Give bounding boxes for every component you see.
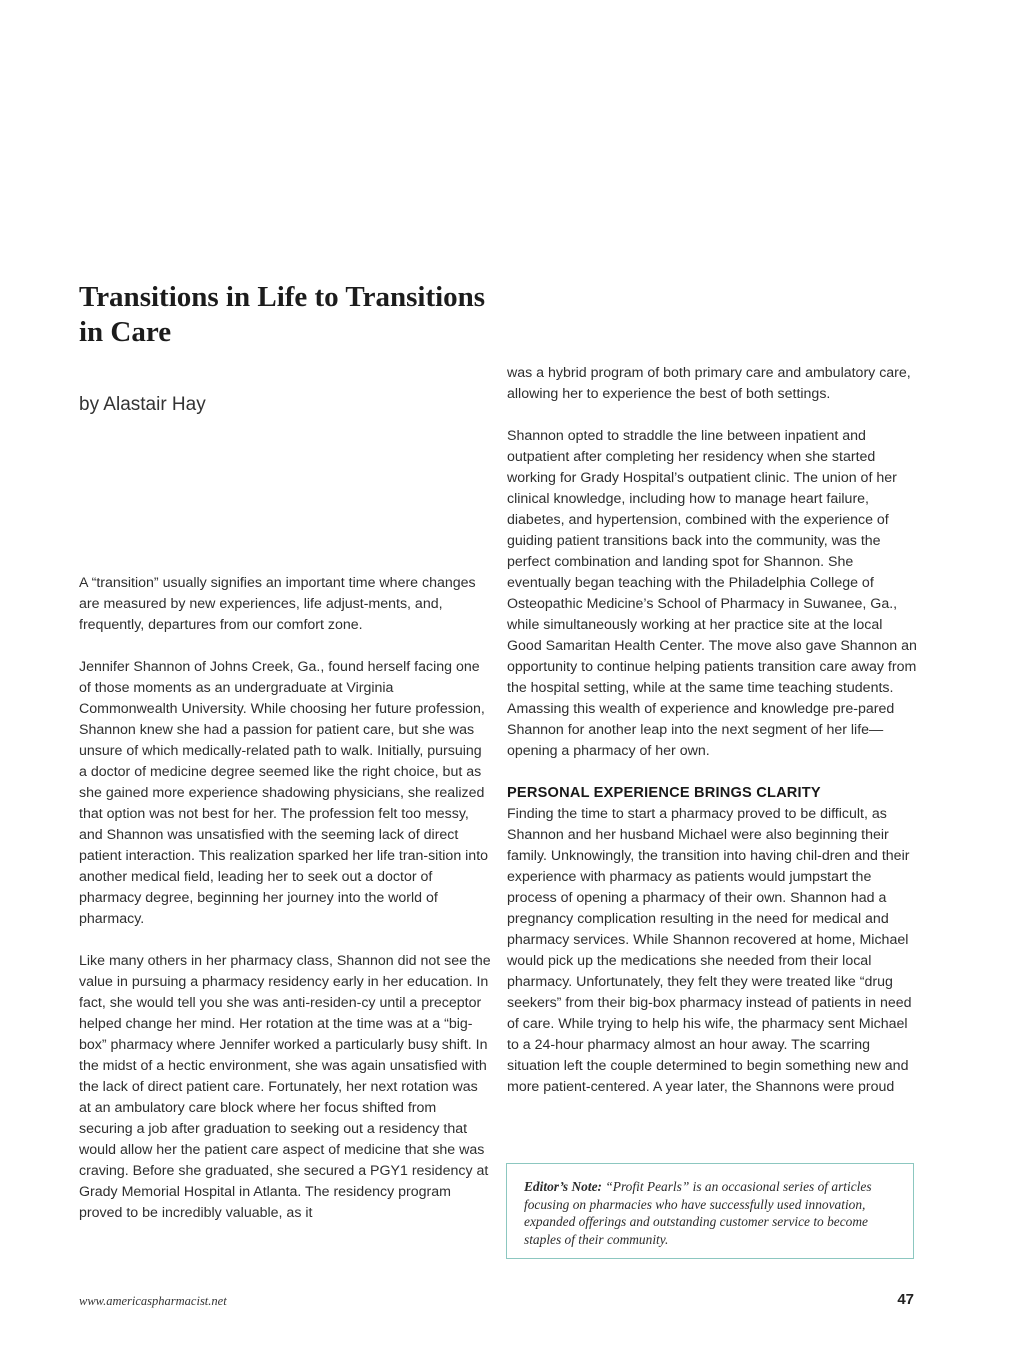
article-byline: by Alastair Hay <box>79 394 206 415</box>
editor-note-text: “Profit Pearls” is an occasional series of articles focusing on pharmacies who have successfully used innovation, expanded offerings and outstanding customer service to become staples of their community. <box>524 1179 872 1247</box>
page-number: 47 <box>897 1291 914 1308</box>
body-paragraph: Like many others in her pharmacy class, Shannon did not see the value in pursuing a pharmacy residency early in her education. In fact, she would tell you she was anti-residen-cy until a preceptor helped change her mind. Her rotation at the time was at a “big-box” pharmacy where Jennifer worked a particularly busy shift. In the midst of a hectic environment, she was again unsatisfied with the lack of direct patient care. Fortunately, her next rotation was at an ambulatory care block where her focus shifted from securing a job after graduation to seeking out a residency that would allow her the patient care aspect of medicine that she was craving. Before she graduated, she secured a PGY1 residency at Grady Memorial Hospital in Atlanta. The residency program proved to be incredibly valuable, as it <box>79 953 491 1221</box>
section-heading: PERSONAL EXPERIENCE BRINGS CLARITY <box>507 785 821 801</box>
body-paragraph: A “transition” usually signifies an important time where changes are measured by new experiences, life adjust-ments, and, frequently, departures from our comfort zone. <box>79 575 476 633</box>
body-paragraph: Shannon opted to straddle the line between inpatient and outpatient after completing her residency when she started working for Grady Hospital’s outpatient clinic. The union of her clinical knowledge, including how to manage heart failure, diabetes, and hypertension, combined with the experience of guiding patient transitions back into the community, was the perfect combination and landing spot for Shannon. She eventually began teaching with the Philadelphia College of Osteopathic Medicine’s School of Pharmacy in Suwanee, Ga., while simultaneously working at her practice site at the local Good Samaritan Health Center. The move also gave Shannon an opportunity to continue helping patients transition care away from the hospital setting, while at the same time teaching students. Amassing this wealth of experience and knowledge pre-pared Shannon for another leap into the next segment of her life—opening a pharmacy of her own. <box>507 428 917 759</box>
body-paragraph: Finding the time to start a pharmacy proved to be difficult, as Shannon and her husband Michael were also beginning their family. Unknowingly, the transition into having chil-dren and their experience with pharmacy as patients would jumpstart the process of opening a pharmacy of their own. Shannon had a pregnancy complication resulting in the need for medical and pharmacy services. While Shannon recovered at home, Michael would pick up the medications she needed from their local pharmacy. Unfortunately, they felt they were treated like “drug seekers” from their big-box pharmacy instead of patients in need of care. While trying to help his wife, the pharmacy sent Michael to a 24-hour pharmacy almost an hour away. The scarring situation left the couple determined to begin something new and more patient-centered. A year later, the Shannons were proud <box>507 806 912 1095</box>
article-title: Transitions in Life to Transitions in Care <box>79 281 486 348</box>
right-column <box>507 363 919 1098</box>
body-paragraph: was a hybrid program of both primary care and ambulatory care, allowing her to experience the best of both settings. <box>507 365 911 402</box>
editor-note-label: Editor’s Note: <box>524 1179 606 1194</box>
left-column <box>79 573 491 1224</box>
editor-note-box <box>506 1163 914 1259</box>
footer-url[interactable]: www.americaspharmacist.net <box>79 1294 227 1308</box>
body-paragraph: Jennifer Shannon of Johns Creek, Ga., found herself facing one of those moments as an undergraduate at Virginia Commonwealth University. While choosing her future profession, Shannon knew she had a passion for patient care, but she was unsure of which medically-related path to walk. Initially, pursuing a doctor of medicine degree seemed like the right choice, but as she gained more experience shadowing physicians, she realized that option was not best for her. The profession felt too messy, and Shannon was unsatisfied with the seeming lack of direct patient interaction. This realization sparked her life tran-sition into another medical field, leading her to seek out a doctor of pharmacy degree, beginning her journey into the world of pharmacy. <box>79 659 489 927</box>
